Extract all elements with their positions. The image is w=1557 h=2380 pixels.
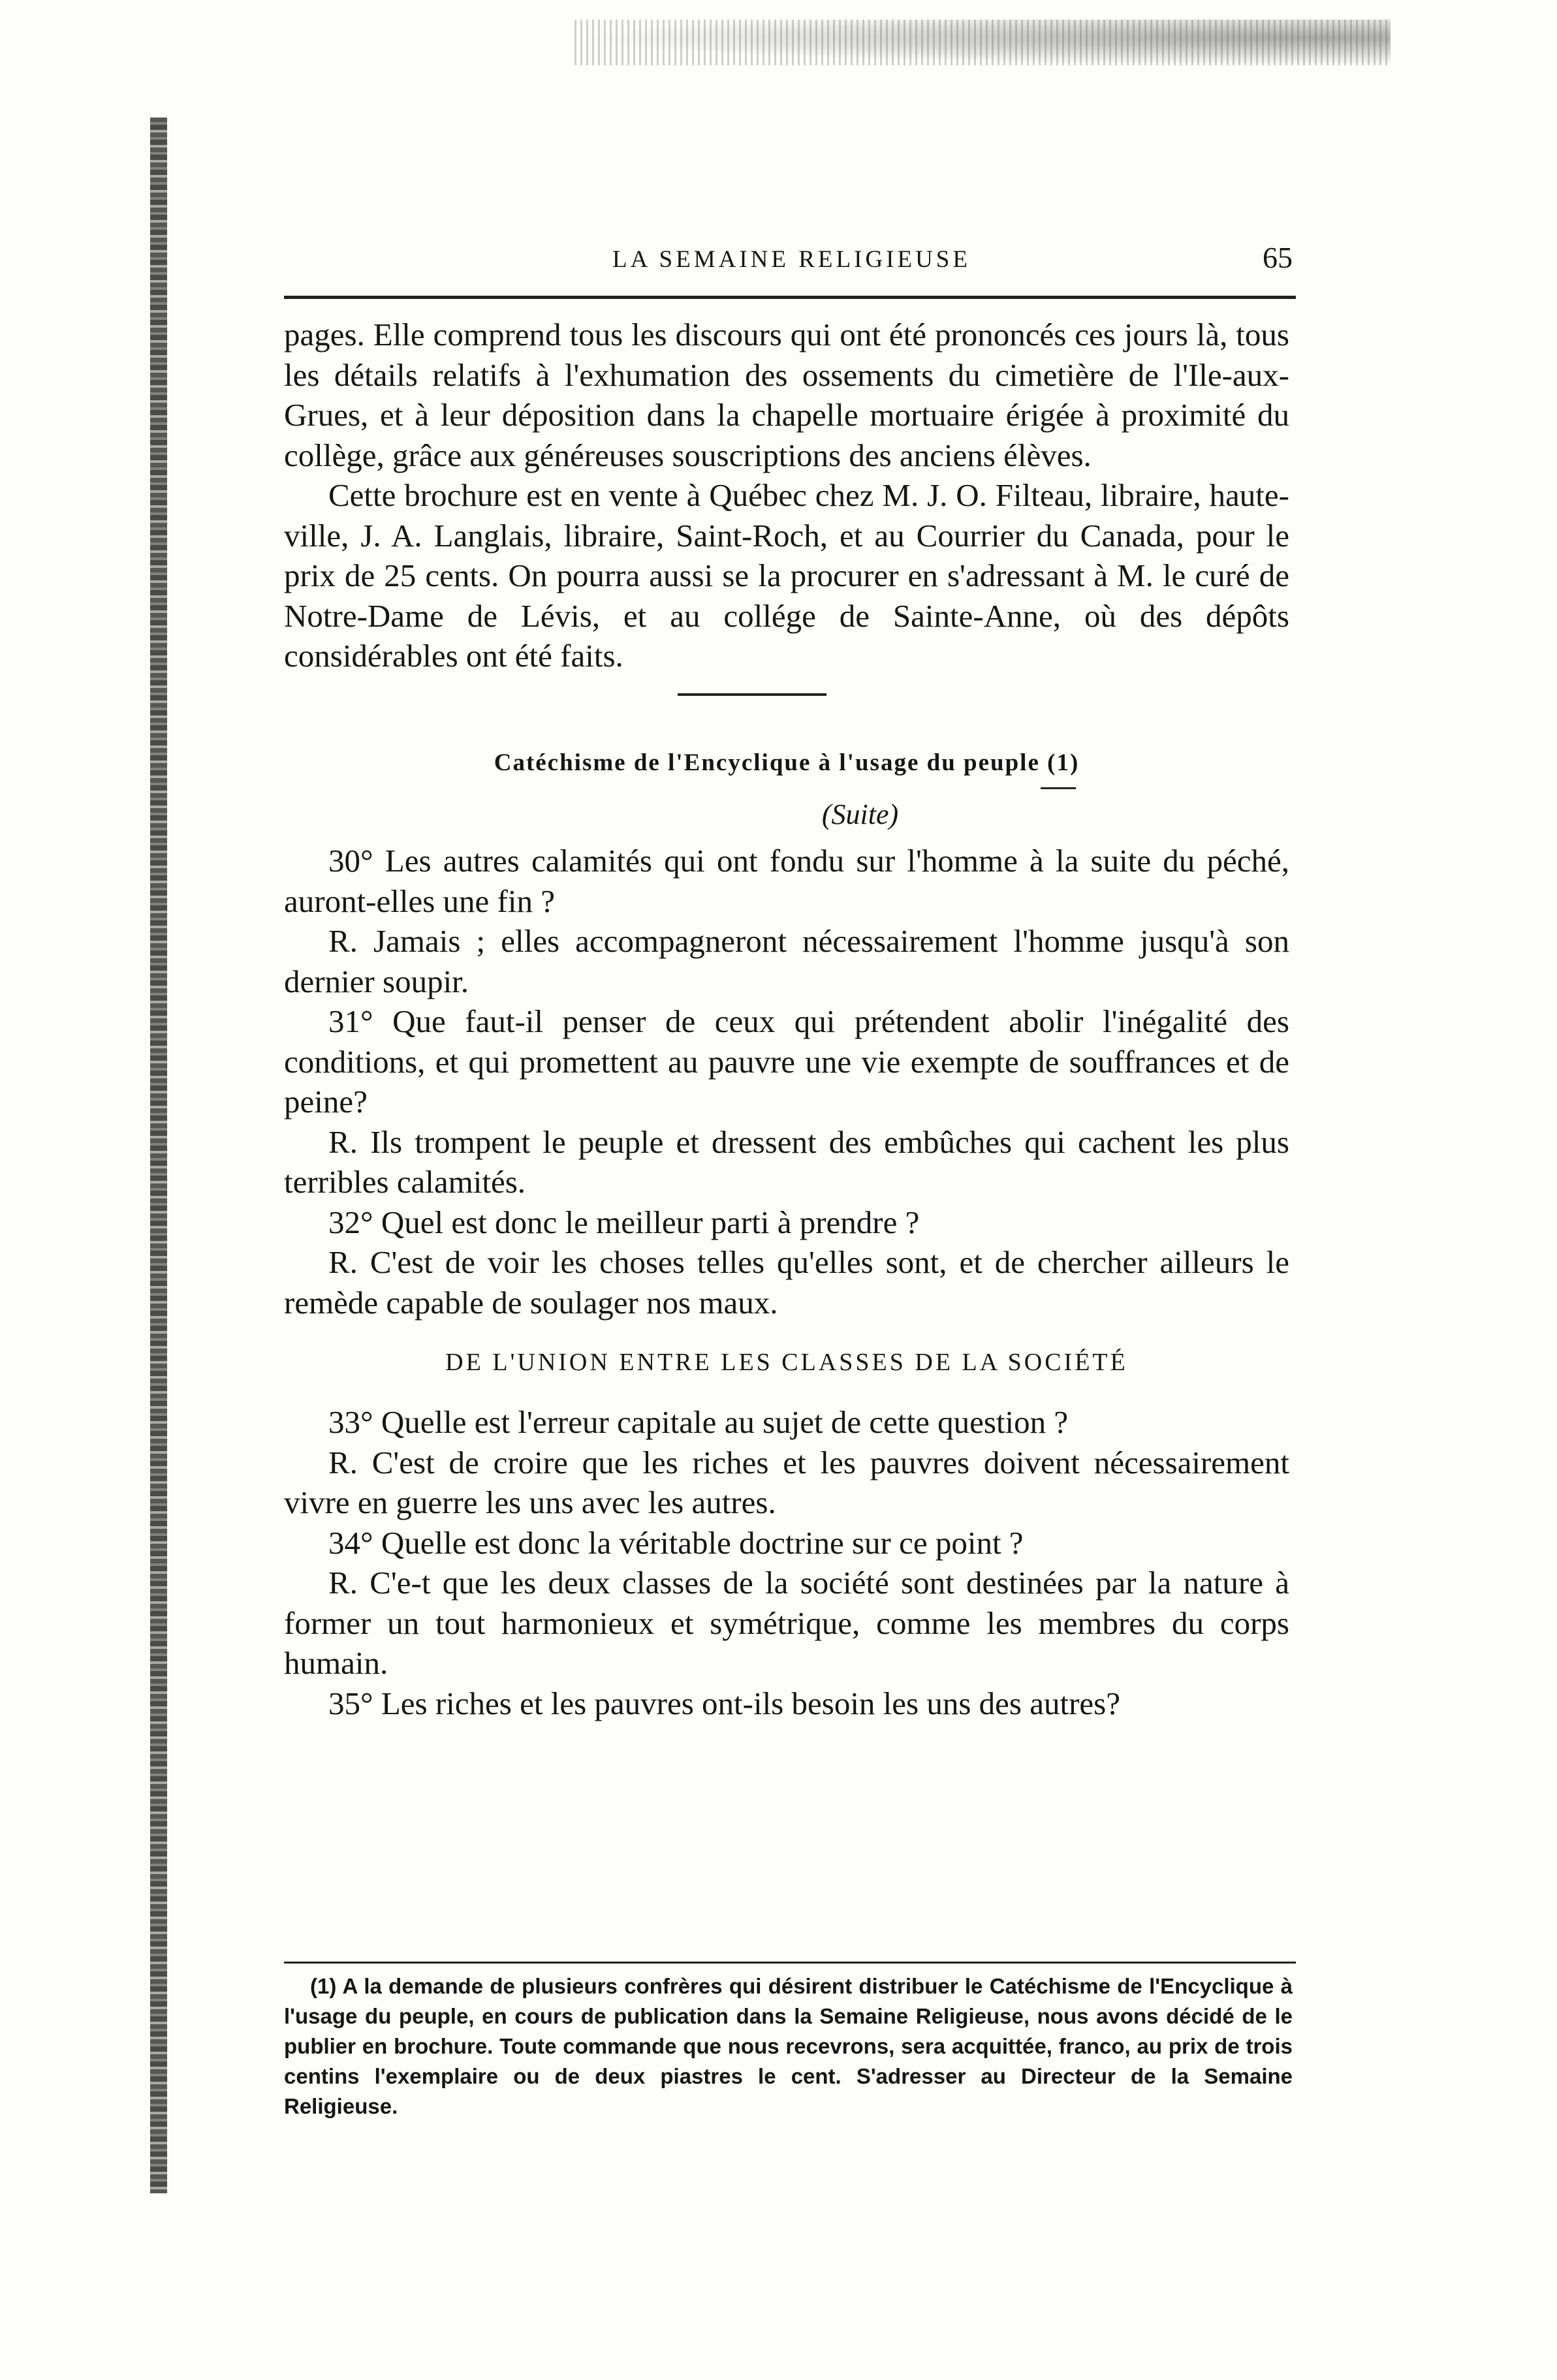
paragraph-brochure: Cette brochure est en vente à Québec chez M. J. O. Filteau, libraire, haute-ville, J. A. Langlais, libraire, Saint-Roch, et au Courrier du Canada, pour le prix de 25 cents. On pourra aussi se la procurer en s'adressant à M. le curé de Notre-Dame de Lévis, et au collége de Sainte-Anne, où des dépôts considérables ont été faits. <box>284 477 1289 674</box>
section-subtitle: (Suite) <box>821 798 899 830</box>
question-30: 30° Les autres calamités qui ont fondu sur l'homme à la suite du péché, auront-elles une fin ? <box>284 843 1289 919</box>
scan-top-smudge <box>574 20 1391 65</box>
footnote-marker: (1) <box>310 1974 337 1998</box>
scan-binding-shadow <box>150 117 167 2193</box>
answer-31: R. Ils trompent le peuple et dressent des embûches qui cachent les plus terribles calamités. <box>284 1123 1289 1200</box>
question-34: 34° Quelle est donc la véritable doctrine sur ce point ? <box>328 1524 1024 1561</box>
running-title: LA SEMAINE RELIGIEUSE <box>612 246 971 273</box>
subsection-heading: DE L'UNION ENTRE LES CLASSES DE LA SOCIÉTÉ <box>445 1349 1128 1376</box>
question-33: 33° Quelle est l'erreur capitale au sujet de cette question ? <box>328 1404 1069 1440</box>
page-header <box>284 240 1299 286</box>
question-31: 31° Que faut-il penser de ceux qui prétendent abolir l'inégalité des conditions, et qui promettent au pauvre une vie exempte de souffrances et de peine? <box>284 1003 1289 1120</box>
page-body <box>284 315 1289 1723</box>
question-35: 35° Les riches et les pauvres ont-ils besoin les uns des autres? <box>328 1685 1120 1721</box>
footnote-text: A la demande de plusieurs confrères qui désirent distribuer le Catéchisme de l'Encyclique à l'usage du peuple, en cours de publication dans la Semaine Religieuse, nous avons décidé de le publier en brochure. Toute commande que nous recevrons, sera acquittée, franco, au prix de trois centins l'exemplaire ou de deux piastres le cent. S'adresser au Directeur de la Semaine Religieuse. <box>284 1974 1293 2118</box>
answer-30: R. Jamais ; elles accompagneront nécessairement l'homme jusqu'à son dernier soupir. <box>284 923 1289 999</box>
section-title: Catéchisme de l'Encyclique à l'usage du peuple (1) <box>494 749 1080 776</box>
paragraph-continued: pages. Elle comprend tous les discours qui ont été prononcés ces jours là, tous les détails relatifs à l'exhumation des ossements du cimetière de l'Ile-aux-Grues, et à leur déposition dans la chapelle mortuaire érigée à proximité du collège, grâce aux généreuses souscriptions des anciens élèves. <box>284 317 1289 473</box>
page-number: 65 <box>1263 241 1293 274</box>
question-32: 32° Quel est donc le meilleur parti à prendre ? <box>328 1204 920 1240</box>
title-rule <box>1041 787 1076 789</box>
answer-32: R. C'est de voir les choses telles qu'elles sont, et de chercher ailleurs le remède capable de soulager nos maux. <box>284 1244 1289 1321</box>
footnote <box>284 1971 1293 2122</box>
answer-33: R. C'est de croire que les riches et les pauvres doivent nécessairement vivre en guerre les uns avec les autres. <box>284 1444 1289 1520</box>
footnote-rule <box>284 1962 1296 1964</box>
answer-34: R. C'e-t que les deux classes de la société sont destinées par la nature à former un tout harmonieux et symétrique, comme les membres du corps humain. <box>284 1565 1289 1681</box>
section-divider <box>678 693 826 696</box>
header-rule <box>284 296 1296 299</box>
